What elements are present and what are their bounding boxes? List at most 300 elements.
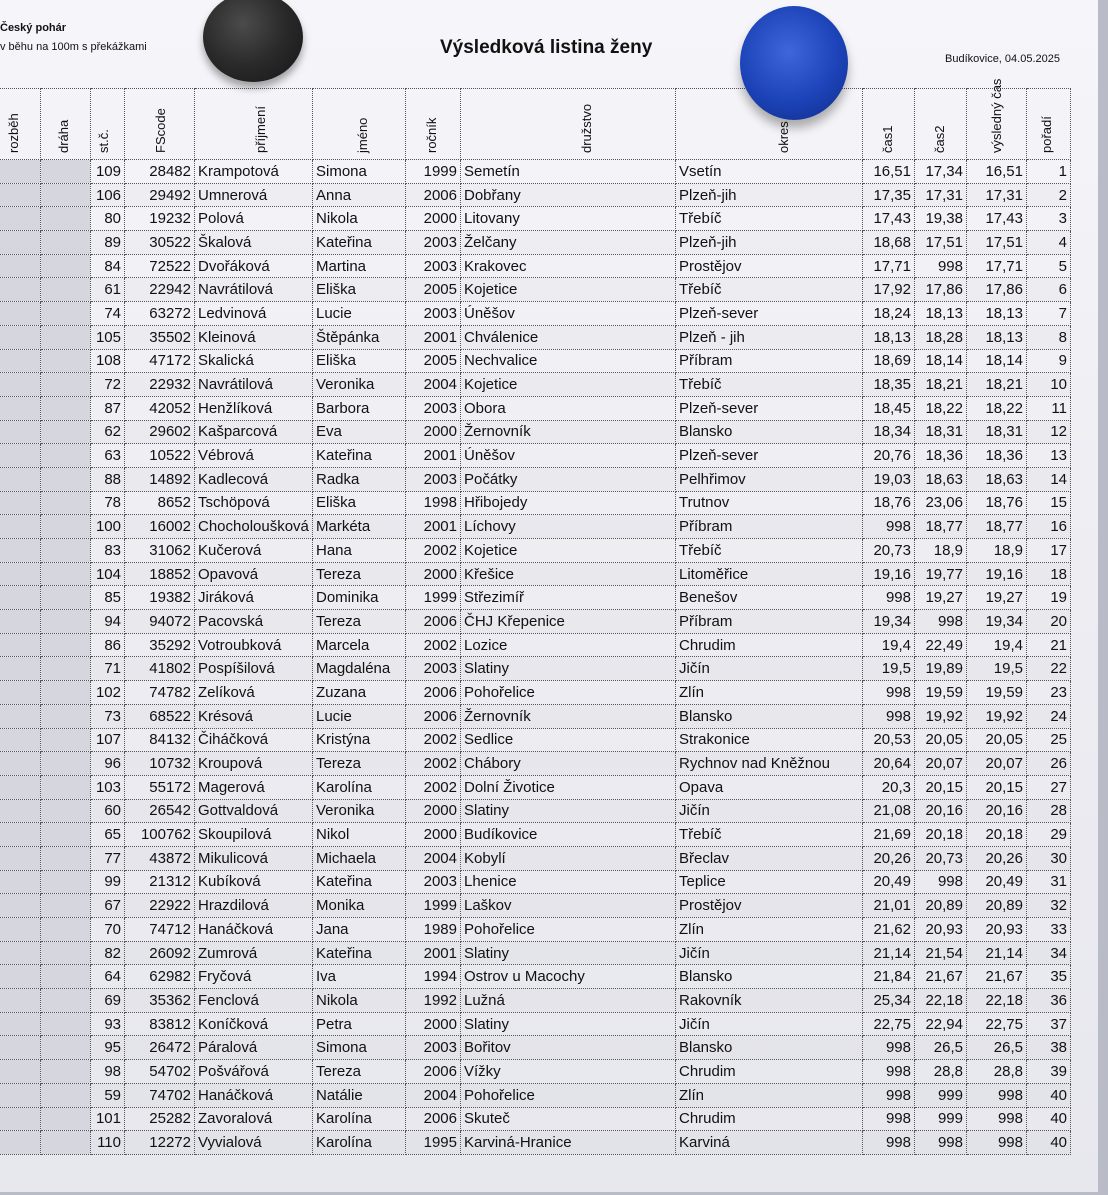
- table-cell: Dvořáková: [195, 254, 313, 278]
- table-cell: Obora: [461, 396, 676, 420]
- table-cell: 85: [91, 586, 125, 610]
- table-cell: 28482: [125, 160, 195, 184]
- table-cell: 18,31: [915, 420, 967, 444]
- column-header-label: čas2: [931, 125, 947, 153]
- table-cell: 6: [1027, 278, 1071, 302]
- table-cell: Monika: [313, 894, 406, 918]
- table-cell: Tschöpová: [195, 491, 313, 515]
- table-cell: [41, 918, 91, 942]
- table-cell: [0, 775, 41, 799]
- table-cell: 40: [1027, 1083, 1071, 1107]
- table-cell: [41, 894, 91, 918]
- table-cell: Škalová: [195, 231, 313, 255]
- table-cell: Dobřany: [461, 183, 676, 207]
- table-cell: Slatiny: [461, 799, 676, 823]
- table-cell: Opava: [676, 775, 863, 799]
- column-header-label: st.č.: [96, 129, 112, 153]
- table-cell: 20,49: [967, 870, 1027, 894]
- table-row: [0, 846, 1071, 870]
- table-cell: Plzeň-jih: [676, 231, 863, 255]
- table-cell: 17,71: [967, 254, 1027, 278]
- table-cell: 19,89: [915, 657, 967, 681]
- table-cell: 19,34: [863, 610, 915, 634]
- table-cell: 18,24: [863, 302, 915, 326]
- table-cell: 20,89: [915, 894, 967, 918]
- table-row: [0, 894, 1071, 918]
- table-cell: 31062: [125, 539, 195, 563]
- table-cell: 20,16: [915, 799, 967, 823]
- table-cell: 998: [863, 1107, 915, 1131]
- table-cell: [0, 160, 41, 184]
- table-cell: 80: [91, 207, 125, 231]
- table-cell: [41, 633, 91, 657]
- table-cell: 2000: [406, 562, 461, 586]
- table-cell: [41, 610, 91, 634]
- table-cell: Krakovec: [461, 254, 676, 278]
- table-cell: 61: [91, 278, 125, 302]
- table-cell: 19,38: [915, 207, 967, 231]
- table-cell: 2000: [406, 420, 461, 444]
- table-cell: 4: [1027, 231, 1071, 255]
- table-header-row: [0, 89, 1071, 160]
- table-cell: Hanáčková: [195, 918, 313, 942]
- table-cell: 19,59: [967, 681, 1027, 705]
- table-cell: 101: [91, 1107, 125, 1131]
- table-cell: Dolní Životice: [461, 775, 676, 799]
- table-cell: Litovany: [461, 207, 676, 231]
- table-row: [0, 562, 1071, 586]
- table-cell: 18,31: [967, 420, 1027, 444]
- table-cell: 22: [1027, 657, 1071, 681]
- table-row: [0, 728, 1071, 752]
- table-cell: 74782: [125, 681, 195, 705]
- table-cell: Benešov: [676, 586, 863, 610]
- table-cell: Opavová: [195, 562, 313, 586]
- column-header-label: družstvo: [578, 103, 594, 153]
- table-cell: 22,18: [967, 989, 1027, 1013]
- table-cell: 25,34: [863, 989, 915, 1013]
- table-cell: 13: [1027, 444, 1071, 468]
- table-cell: 18,69: [863, 349, 915, 373]
- table-cell: Skuteč: [461, 1107, 676, 1131]
- blue-magnet: [740, 6, 848, 120]
- table-cell: 18,77: [915, 515, 967, 539]
- table-cell: Jičín: [676, 657, 863, 681]
- table-cell: 25282: [125, 1107, 195, 1131]
- table-cell: [0, 1131, 41, 1155]
- column-header: [195, 89, 313, 160]
- table-cell: Blansko: [676, 420, 863, 444]
- table-cell: [41, 325, 91, 349]
- table-cell: 19382: [125, 586, 195, 610]
- table-cell: 25: [1027, 728, 1071, 752]
- table-row: [0, 1012, 1071, 1036]
- table-cell: [41, 1131, 91, 1155]
- table-cell: 72522: [125, 254, 195, 278]
- table-row: [0, 1083, 1071, 1107]
- table-cell: [0, 870, 41, 894]
- table-cell: 16,51: [863, 160, 915, 184]
- table-cell: 95: [91, 1036, 125, 1060]
- table-cell: 21,62: [863, 918, 915, 942]
- table-cell: Lozice: [461, 633, 676, 657]
- place-date: Budíkovice, 04.05.2025: [945, 53, 1060, 65]
- table-cell: 84: [91, 254, 125, 278]
- table-cell: Slatiny: [461, 941, 676, 965]
- table-cell: [41, 183, 91, 207]
- column-header: [1027, 89, 1071, 160]
- table-cell: Veronika: [313, 373, 406, 397]
- table-cell: Laškov: [461, 894, 676, 918]
- table-cell: Břeclav: [676, 846, 863, 870]
- column-header: [406, 89, 461, 160]
- table-cell: Hanáčková: [195, 1083, 313, 1107]
- table-cell: 998: [967, 1083, 1027, 1107]
- table-cell: 29602: [125, 420, 195, 444]
- results-table: [0, 78, 1071, 1155]
- table-cell: 2006: [406, 183, 461, 207]
- table-cell: Jičín: [676, 1012, 863, 1036]
- table-cell: Lužná: [461, 989, 676, 1013]
- table-cell: [0, 420, 41, 444]
- table-cell: 22,18: [915, 989, 967, 1013]
- table-cell: 1989: [406, 918, 461, 942]
- table-cell: 33: [1027, 918, 1071, 942]
- column-header-label: pořadí: [1038, 116, 1054, 153]
- table-cell: Pohořelice: [461, 1083, 676, 1107]
- table-cell: 18,21: [967, 373, 1027, 397]
- table-cell: [41, 1036, 91, 1060]
- table-cell: 12: [1027, 420, 1071, 444]
- table-cell: 17,86: [915, 278, 967, 302]
- table-cell: [0, 657, 41, 681]
- table-cell: Vyvialová: [195, 1131, 313, 1155]
- table-cell: Plzeň-sever: [676, 396, 863, 420]
- table-cell: 17,86: [967, 278, 1027, 302]
- table-cell: [0, 633, 41, 657]
- table-cell: 17,31: [915, 183, 967, 207]
- table-cell: 20,15: [915, 775, 967, 799]
- table-cell: 21,69: [863, 823, 915, 847]
- table-cell: 2006: [406, 704, 461, 728]
- table-row: [0, 752, 1071, 776]
- table-cell: [41, 586, 91, 610]
- table-cell: Pošvářová: [195, 1060, 313, 1084]
- table-cell: [41, 562, 91, 586]
- table-cell: Jana: [313, 918, 406, 942]
- table-cell: [0, 728, 41, 752]
- table-cell: Pohořelice: [461, 681, 676, 705]
- table-cell: 98: [91, 1060, 125, 1084]
- table-cell: 20,3: [863, 775, 915, 799]
- table-cell: Budíkovice: [461, 823, 676, 847]
- table-cell: 105: [91, 325, 125, 349]
- table-cell: 37: [1027, 1012, 1071, 1036]
- table-cell: [41, 1107, 91, 1131]
- page-title: Výsledková listina ženy: [440, 37, 653, 58]
- table-cell: Kojetice: [461, 373, 676, 397]
- table-cell: 10: [1027, 373, 1071, 397]
- table-cell: 47172: [125, 349, 195, 373]
- table-cell: Dominika: [313, 586, 406, 610]
- table-cell: 17: [1027, 539, 1071, 563]
- table-cell: 107: [91, 728, 125, 752]
- table-cell: 103: [91, 775, 125, 799]
- table-cell: Rakovník: [676, 989, 863, 1013]
- table-row: [0, 799, 1071, 823]
- column-header-label: dráha: [56, 119, 72, 153]
- table-cell: 21,14: [863, 941, 915, 965]
- table-cell: Prostějov: [676, 254, 863, 278]
- table-cell: [0, 278, 41, 302]
- table-cell: Líchovy: [461, 515, 676, 539]
- table-cell: [0, 515, 41, 539]
- table-cell: 2001: [406, 444, 461, 468]
- table-row: [0, 302, 1071, 326]
- table-cell: Michaela: [313, 846, 406, 870]
- table-row: [0, 704, 1071, 728]
- table-cell: [41, 681, 91, 705]
- table-cell: 998: [863, 1036, 915, 1060]
- table-cell: Štěpánka: [313, 325, 406, 349]
- table-cell: [0, 752, 41, 776]
- table-cell: 2004: [406, 846, 461, 870]
- table-cell: 18,63: [967, 467, 1027, 491]
- table-cell: Litoměřice: [676, 562, 863, 586]
- table-cell: Magerová: [195, 775, 313, 799]
- table-cell: 100762: [125, 823, 195, 847]
- table-cell: Nechvalice: [461, 349, 676, 373]
- table-cell: Slatiny: [461, 657, 676, 681]
- table-cell: 17,51: [967, 231, 1027, 255]
- table-cell: [41, 491, 91, 515]
- table-cell: 17,43: [967, 207, 1027, 231]
- table-cell: 1998: [406, 491, 461, 515]
- table-cell: [41, 846, 91, 870]
- table-cell: [41, 823, 91, 847]
- table-cell: 2000: [406, 1012, 461, 1036]
- table-cell: 31: [1027, 870, 1071, 894]
- table-cell: 18,9: [967, 539, 1027, 563]
- table-cell: 54702: [125, 1060, 195, 1084]
- table-cell: 1999: [406, 160, 461, 184]
- table-cell: Tereza: [313, 562, 406, 586]
- table-cell: Třebíč: [676, 823, 863, 847]
- table-cell: Blansko: [676, 965, 863, 989]
- table-cell: [0, 823, 41, 847]
- table-cell: 19,4: [967, 633, 1027, 657]
- table-cell: 29: [1027, 823, 1071, 847]
- table-row: [0, 467, 1071, 491]
- table-cell: [0, 965, 41, 989]
- table-row: [0, 586, 1071, 610]
- table-row: [0, 918, 1071, 942]
- table-cell: 18,77: [967, 515, 1027, 539]
- table-cell: Nikola: [313, 207, 406, 231]
- table-cell: 39: [1027, 1060, 1071, 1084]
- column-header: [915, 89, 967, 160]
- table-cell: 20,07: [915, 752, 967, 776]
- table-cell: 1992: [406, 989, 461, 1013]
- table-cell: 998: [863, 1131, 915, 1155]
- table-cell: 94072: [125, 610, 195, 634]
- table-row: [0, 420, 1071, 444]
- table-cell: Jičín: [676, 941, 863, 965]
- column-header: [967, 78, 1027, 160]
- table-cell: 19,4: [863, 633, 915, 657]
- table-cell: Želčany: [461, 231, 676, 255]
- table-cell: 1: [1027, 160, 1071, 184]
- table-cell: 20,73: [863, 539, 915, 563]
- table-cell: 10522: [125, 444, 195, 468]
- table-cell: [0, 444, 41, 468]
- table-cell: 18,28: [915, 325, 967, 349]
- table-cell: Chrudim: [676, 1060, 863, 1084]
- table-cell: [0, 207, 41, 231]
- table-cell: 41802: [125, 657, 195, 681]
- table-cell: Simona: [313, 1036, 406, 1060]
- table-cell: 55172: [125, 775, 195, 799]
- table-cell: Pospíšilová: [195, 657, 313, 681]
- table-cell: Barbora: [313, 396, 406, 420]
- table-cell: 18,45: [863, 396, 915, 420]
- table-cell: [41, 467, 91, 491]
- table-cell: Počátky: [461, 467, 676, 491]
- table-cell: [0, 231, 41, 255]
- table-cell: Kristýna: [313, 728, 406, 752]
- table-cell: 17,35: [863, 183, 915, 207]
- table-cell: Krampotová: [195, 160, 313, 184]
- table-cell: 2004: [406, 1083, 461, 1107]
- table-cell: [41, 941, 91, 965]
- table-cell: 20,16: [967, 799, 1027, 823]
- table-cell: Příbram: [676, 610, 863, 634]
- table-cell: Lucie: [313, 704, 406, 728]
- table-cell: 62: [91, 420, 125, 444]
- table-cell: 12272: [125, 1131, 195, 1155]
- table-cell: [0, 349, 41, 373]
- table-cell: [41, 1012, 91, 1036]
- table-cell: 18,76: [863, 491, 915, 515]
- table-cell: 32: [1027, 894, 1071, 918]
- table-cell: 2002: [406, 752, 461, 776]
- table-cell: Karolína: [313, 1131, 406, 1155]
- table-cell: Kroupová: [195, 752, 313, 776]
- table-row: [0, 231, 1071, 255]
- table-cell: 18,13: [967, 302, 1027, 326]
- table-cell: 36: [1027, 989, 1071, 1013]
- table-cell: 19,34: [967, 610, 1027, 634]
- table-cell: [0, 562, 41, 586]
- table-cell: [0, 1012, 41, 1036]
- table-cell: [41, 420, 91, 444]
- table-cell: 19,03: [863, 467, 915, 491]
- table-cell: 2001: [406, 515, 461, 539]
- table-cell: 18,34: [863, 420, 915, 444]
- table-cell: [0, 681, 41, 705]
- table-cell: 998: [915, 870, 967, 894]
- table-cell: [41, 704, 91, 728]
- table-cell: [41, 728, 91, 752]
- table-row: [0, 870, 1071, 894]
- table-cell: Třebíč: [676, 278, 863, 302]
- table-cell: Krésová: [195, 704, 313, 728]
- table-cell: 9: [1027, 349, 1071, 373]
- table-cell: 67: [91, 894, 125, 918]
- table-cell: 998: [863, 515, 915, 539]
- table-cell: Jičín: [676, 799, 863, 823]
- table-cell: 20,89: [967, 894, 1027, 918]
- table-cell: 109: [91, 160, 125, 184]
- table-cell: Radka: [313, 467, 406, 491]
- table-cell: Příbram: [676, 515, 863, 539]
- table-cell: Henžlíková: [195, 396, 313, 420]
- table-cell: 2003: [406, 396, 461, 420]
- column-header: [125, 89, 195, 160]
- table-cell: 18,76: [967, 491, 1027, 515]
- table-cell: 20,93: [967, 918, 1027, 942]
- table-cell: 18,35: [863, 373, 915, 397]
- table-cell: 20,49: [863, 870, 915, 894]
- table-cell: 34: [1027, 941, 1071, 965]
- table-cell: 998: [967, 1107, 1027, 1131]
- column-header: [313, 89, 406, 160]
- table-cell: 20,15: [967, 775, 1027, 799]
- table-cell: 42052: [125, 396, 195, 420]
- table-cell: Zuzana: [313, 681, 406, 705]
- table-cell: [41, 373, 91, 397]
- table-cell: 63: [91, 444, 125, 468]
- table-cell: 1999: [406, 894, 461, 918]
- table-cell: [41, 1060, 91, 1084]
- table-cell: Eliška: [313, 349, 406, 373]
- table-cell: [0, 467, 41, 491]
- table-cell: Žernovník: [461, 704, 676, 728]
- table-cell: Lucie: [313, 302, 406, 326]
- table-cell: Zlín: [676, 1083, 863, 1107]
- table-cell: 19,5: [967, 657, 1027, 681]
- table-cell: 93: [91, 1012, 125, 1036]
- table-cell: 998: [915, 254, 967, 278]
- table-cell: 18,13: [863, 325, 915, 349]
- table-cell: 35502: [125, 325, 195, 349]
- table-cell: Rychnov nad Kněžnou: [676, 752, 863, 776]
- table-row: [0, 775, 1071, 799]
- table-cell: [0, 254, 41, 278]
- table-row: [0, 657, 1071, 681]
- table-row: [0, 1107, 1071, 1131]
- table-cell: 99: [91, 870, 125, 894]
- table-row: [0, 823, 1071, 847]
- table-cell: 30522: [125, 231, 195, 255]
- table-cell: [41, 657, 91, 681]
- table-row: [0, 254, 1071, 278]
- table-cell: Trutnov: [676, 491, 863, 515]
- table-cell: 998: [967, 1131, 1027, 1155]
- table-cell: 2004: [406, 373, 461, 397]
- table-cell: Tereza: [313, 1060, 406, 1084]
- table-cell: Lhenice: [461, 870, 676, 894]
- table-cell: 104: [91, 562, 125, 586]
- table-cell: 2001: [406, 941, 461, 965]
- table-cell: 2006: [406, 1107, 461, 1131]
- table-cell: 70: [91, 918, 125, 942]
- table-cell: 18,63: [915, 467, 967, 491]
- table-cell: 2002: [406, 728, 461, 752]
- table-cell: 19,77: [915, 562, 967, 586]
- table-cell: 20,18: [915, 823, 967, 847]
- table-cell: [0, 1107, 41, 1131]
